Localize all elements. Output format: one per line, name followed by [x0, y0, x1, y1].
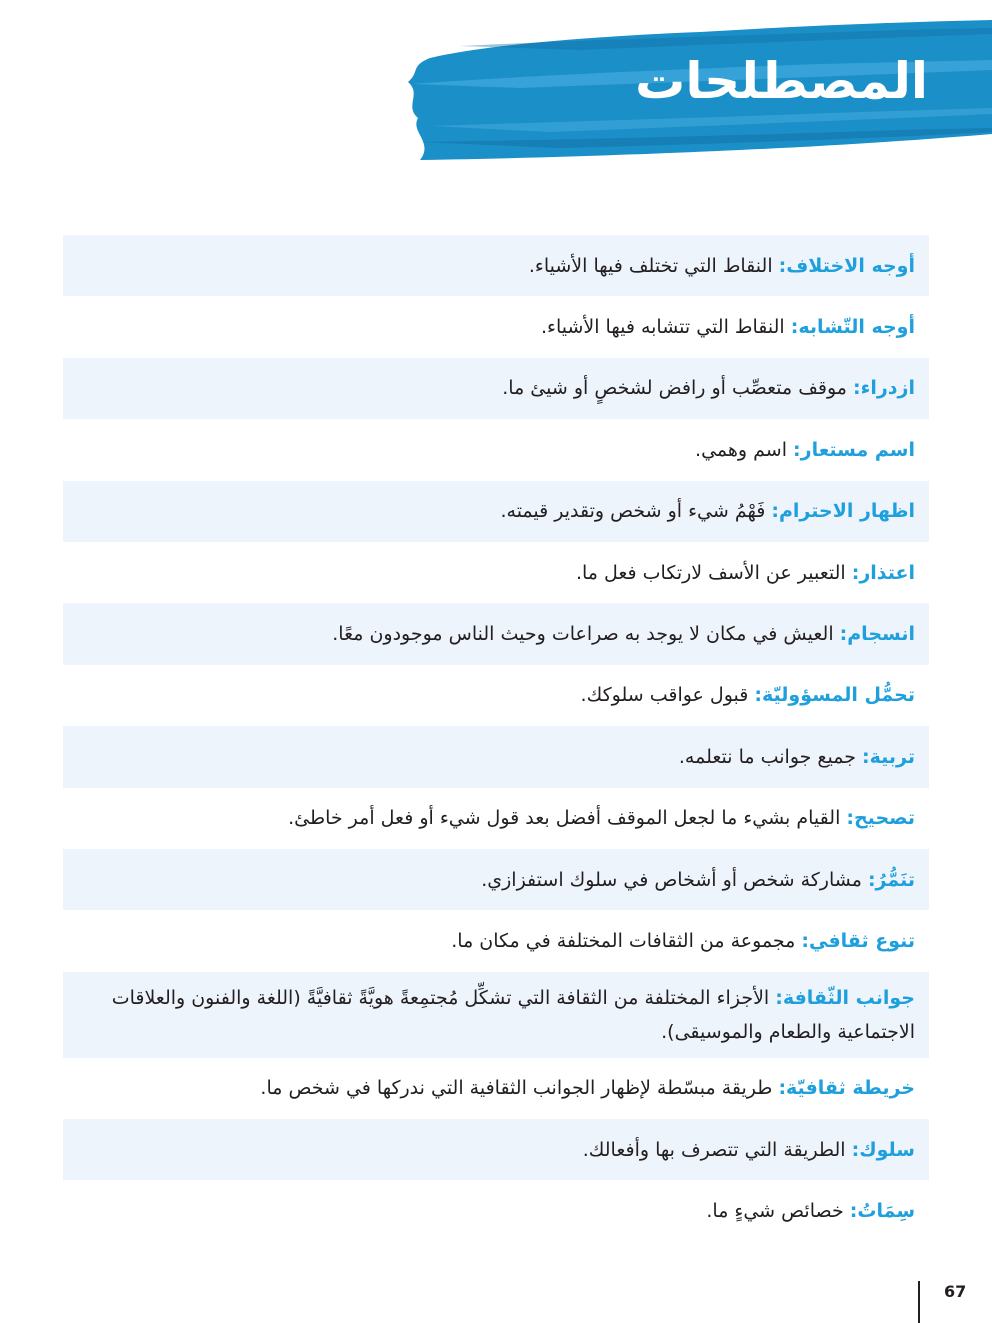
glossary-term: أوجه التّشابه: [790, 316, 915, 339]
glossary-definition: النقاط التي تتشابه فيها الأشياء. [540, 316, 791, 339]
glossary-definition: العيش في مكان لا يوجد به صراعات وحيث الناس موجودون معًا. [332, 623, 840, 646]
glossary-definition: التعبير عن الأسف لارتكاب فعل ما. [575, 561, 852, 584]
glossary-definition: خصائص شيءٍ ما. [706, 1200, 850, 1223]
glossary-entry [63, 1058, 929, 1119]
glossary-definition: مجموعة من الثقافات المختلفة في مكان ما. [451, 929, 802, 952]
footer-divider [918, 1281, 920, 1323]
glossary-entry [63, 419, 929, 480]
glossary-term: اظهار الاحترام: [771, 500, 915, 523]
glossary-term: سلوك: [851, 1138, 915, 1161]
glossary-entry [63, 1180, 929, 1241]
glossary-entry [63, 603, 929, 664]
glossary-term: جوانب الثّقافة: [775, 986, 915, 1009]
glossary-term: انسجام: [839, 623, 915, 646]
glossary-definition: النقاط التي تختلف فيها الأشياء. [528, 254, 779, 277]
glossary-definition: مشاركة شخص أو أشخاص في سلوك استفزازي. [481, 868, 868, 891]
glossary-term: تربية: [862, 745, 915, 768]
glossary-term: سِمَاتُ: [849, 1200, 915, 1223]
glossary-definition: موقف متعصِّب أو رافض لشخصٍ أو شيئ ما. [502, 377, 854, 400]
glossary-term: اعتذار: [851, 561, 915, 584]
glossary-entry [63, 910, 929, 971]
glossary-entry [63, 481, 929, 542]
glossary-term: خريطة ثقافيّة: [778, 1077, 915, 1100]
glossary-entry [63, 296, 929, 357]
glossary-definition: القيام بشيء ما لجعل الموقف أفضل بعد قول شيء أو فعل أمر خاطئ. [288, 807, 847, 830]
glossary-entry [63, 358, 929, 419]
glossary-definition: قبول عواقب سلوكك. [580, 684, 755, 707]
glossary-term: ازدراء: [853, 377, 915, 400]
glossary-entry [63, 972, 929, 1058]
glossary-term: تحمُّل المسؤوليّة: [754, 684, 915, 707]
glossary-definition: جميع جوانب ما نتعلمه. [678, 745, 863, 768]
glossary-entry [63, 1119, 929, 1180]
glossary-definition: الطريقة التي تتصرف بها وأفعالك. [582, 1138, 852, 1161]
glossary-definition: فَهْمُ شيء أو شخص وتقدير قيمته. [500, 500, 772, 523]
glossary-entry [63, 542, 929, 603]
glossary-definition: الأجزاء المختلفة من الثقافة التي تشكِّل مُجتمِعةً هويَّةً ثقافيَّةً (اللغة والفنون والعلاقات الاجتماعية والطعام والموسيقى). [111, 986, 915, 1043]
glossary-entry [63, 788, 929, 849]
glossary-list [63, 235, 929, 1242]
page-title: المصطلحات [635, 52, 928, 110]
page-number: 67 [944, 1282, 967, 1301]
glossary-term: تنَمُّرُ: [867, 868, 915, 891]
glossary-definition: اسم وهمي. [695, 438, 794, 461]
glossary-term: تصحيح: [846, 807, 915, 830]
glossary-entry [63, 849, 929, 910]
glossary-term: اسم مستعار: [793, 438, 915, 461]
glossary-term: أوجه الاختلاف: [778, 254, 915, 277]
glossary-entry [63, 726, 929, 787]
glossary-definition: طريقة مبسّطة لإظهار الجوانب الثقافية التي ندركها في شخص ما. [260, 1077, 779, 1100]
glossary-entry [63, 235, 929, 296]
glossary-entry [63, 665, 929, 726]
glossary-term: تنوع ثقافي: [801, 929, 915, 952]
